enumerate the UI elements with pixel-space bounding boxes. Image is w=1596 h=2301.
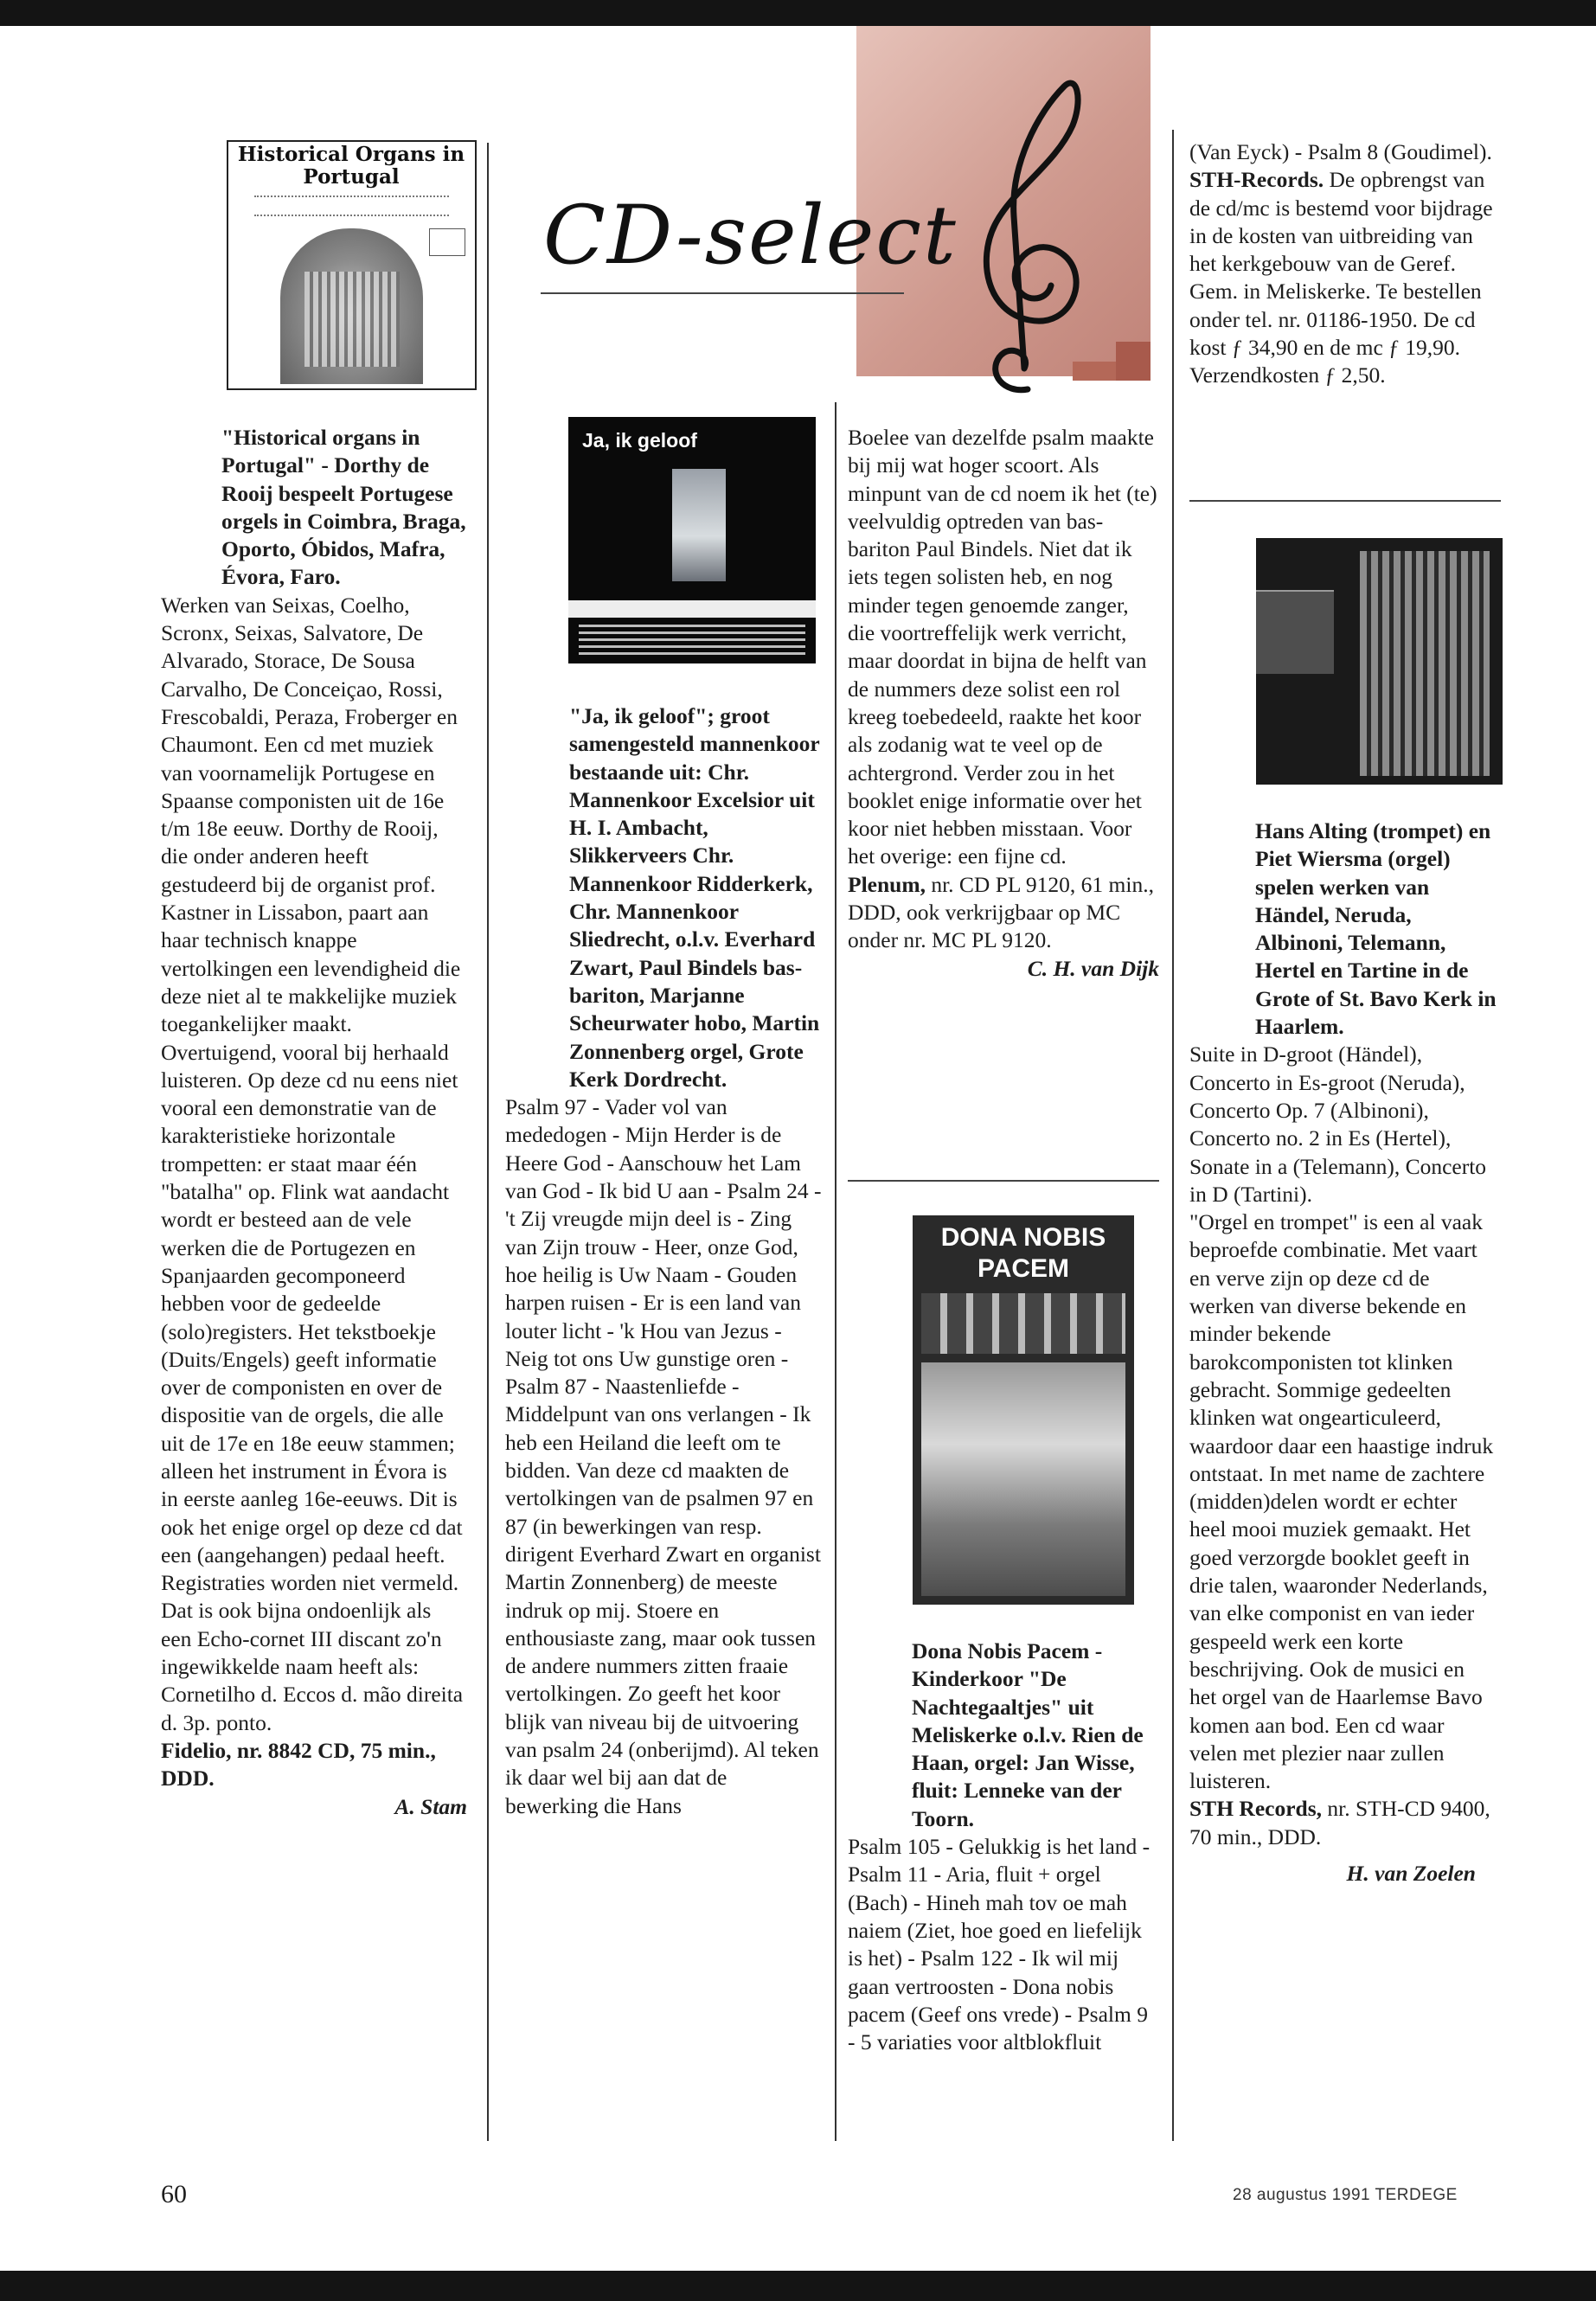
review-4-catalog-text: nr. STH-CD 9400, 70 min., DDD. bbox=[1189, 1796, 1490, 1849]
label-badge bbox=[429, 228, 465, 256]
review-2-signature: C. H. van Dijk bbox=[1027, 955, 1159, 981]
review-4-heading: Hans Alting (trompet) en Piet Wiersma (orgel) spelen werken van Händel, Neruda, Albinoni, Telemann, Hertel en Tartine in de Grote of St. Bavo Kerk in Haarlem. bbox=[1255, 818, 1497, 1040]
top-border bbox=[0, 0, 1596, 26]
page-number: 60 bbox=[161, 2180, 187, 2208]
cover-title: Historical Organs in Portugal bbox=[237, 143, 465, 189]
review-3-separator bbox=[1189, 500, 1501, 502]
review-3-sales-text: De opbrengst van de cd/mc is bestemd voor bijdrage in de kosten van uitbreiding van het kerkgebouw van de Geref. Gem. in Meliskerke. Te bestellen onder tel. nr. 01186-1950. De cd kost ƒ 34,90 en de mc ƒ 19,90. Verzendkosten ƒ 2,50. bbox=[1189, 167, 1493, 388]
review-1-body: Werken van Seixas, Coelho, Scronx, Seixas, Salvatore, De Alvarado, Storace, De Sousa Carvalho, De Conceiçao, Rossi, Frescobaldi, Peraza, Froberger en Chaumont. Een cd met muziek van voornamelijk Portugese en Spaanse componisten uit de 16e t/m 18e eeuw. Dorthy de Rooij, die onder anderen heeft gestudeerd bij de organist prof. Kastner in Lissabon, paart aan haar technisch knappe vertolkingen een levendigheid die deze niet al te makkelijke muziek toegankelijker maakt. Overtuigend, vooral bij herhaald luisteren. Op deze cd nu eens niet vooral een demonstratie van de karakteristieke horizontale trompetten: er staat maar één "batalha" op. Flink wat aandacht wordt er besteed aan de vele werken die de Portugezen en Spanjaarden gecomponeerd hebben voor de gedeelde (solo)registers. Het tekstboekje (Duits/Engels) geeft informatie over de componisten en over de dispositie van de orgels, die alle uit de 17e en 18e eeuw stammen; alleen het instrument in Évora is in eerste aanleg 16e-eeuws. Dit is ook het enige orgel op deze cd dat een (aangehangen) pedaal heeft. Registraties worden niet vermeld. Dat is ook bijna ondoenlijk als een Echo-cornet III discant zo'n ingewikkelde naam heeft als: Cornetilho d. Eccos d. mão direita d. 3p. ponto. bbox=[161, 592, 464, 1735]
header-accent-block bbox=[1116, 342, 1151, 381]
review-2-separator bbox=[848, 1180, 1159, 1182]
page-title: CD-select bbox=[543, 189, 958, 283]
review-1-heading: "Historical organs in Portugal" - Dorthy de Rooij bespeelt Portugese orgels in Coimbra, Braga, Oporto, Óbidos, Mafra, Évora, Faro. bbox=[221, 425, 466, 590]
column-3-bottom bbox=[848, 1638, 1159, 2056]
church-tower-photo bbox=[672, 469, 726, 581]
review-1-signature: A. Stam bbox=[394, 1793, 467, 1819]
organ-case-photo bbox=[921, 1293, 1125, 1354]
treble-clef-icon bbox=[934, 61, 1116, 398]
column-2 bbox=[505, 702, 822, 1820]
column-rule-3 bbox=[1172, 130, 1174, 2141]
cover-subtitle-lines bbox=[254, 195, 449, 216]
review-2-label: Plenum, bbox=[848, 871, 926, 897]
title-underline bbox=[541, 292, 904, 294]
review-4-body: "Orgel en trompet" is een al vaak beproefde combinatie. Met vaart en verve zijn op deze cd de werken van diverse bekende en minder bekende barokcomponisten tot klinken gebracht. Sommige gedeelten klinken wat ongearticuleerd, waardoor daar een haastige indruk ontstaat. In met name de zachtere (midden)delen wordt er echter heel mooi muziek gemaakt. Het goed verzorgde booklet geeft in drie talen, waaronder Nederlands, van elke componist en van ieder gespeeld werk een korte beschrijving. Ook de musici en het orgel van de Haarlemse Bavo komen aan bod. Een cd waar velen met plezier naar zullen luisteren. bbox=[1189, 1209, 1494, 1794]
issue-footer: 28 augustus 1991 TERDEGE bbox=[1233, 2186, 1458, 2204]
review-2-catalog-text: nr. CD PL 9120, 61 min., DDD, ook verkrijgbaar op MC onder nr. MC PL 9120. bbox=[848, 871, 1154, 953]
cover-label-block bbox=[1256, 590, 1334, 674]
review-4-signature: H. van Zoelen bbox=[1346, 1860, 1476, 1886]
review-2-catalog bbox=[848, 871, 1159, 955]
cover-tracklist bbox=[579, 625, 805, 656]
cd-cover-historical-organs bbox=[227, 140, 477, 390]
column-3-top bbox=[848, 424, 1159, 983]
review-3-label: STH-Records. bbox=[1189, 167, 1324, 193]
review-4-label: STH Records, bbox=[1189, 1796, 1322, 1822]
cd-cover-dona-nobis-pacem bbox=[913, 1215, 1134, 1605]
column-1 bbox=[161, 424, 467, 1821]
review-2-body-cont: Boelee van dezelfde psalm maakte bij mij wat hoger scoort. Als minpunt van de cd noem ik het (te) veelvuldig optreden van bas-bariton Paul Bindels. Niet dat ik iets tegen solisten heb, en nog minder tegen genoemde zanger, die voortreffelijk werk verricht, maar doordat in bijna de helft van de nummers deze solist een rol kreeg toebedeeld, raakte het koor als zodanig wat te veel op de achtergrond. Verder zou in het booklet enige informatie over het koor niet hebben misstaan. Voor het overige: een fijne cd. bbox=[848, 425, 1157, 869]
cover-text: Ja, ik geloof bbox=[582, 429, 697, 452]
bottom-border bbox=[0, 2271, 1596, 2301]
review-4-catalog bbox=[1189, 1795, 1497, 1851]
review-3-body-cont: (Van Eyck) - Psalm 8 (Goudimel). bbox=[1189, 139, 1492, 164]
column-rule-1 bbox=[487, 143, 489, 2141]
organ-photo bbox=[1360, 551, 1490, 776]
review-3-sales-info bbox=[1189, 166, 1497, 389]
cover-text: DONA NOBIS PACEM bbox=[940, 1223, 1106, 1283]
column-4-top bbox=[1189, 138, 1497, 390]
review-2-body: Psalm 97 - Vader vol van mededogen - Mijn Herder is de Heere God - Aanschouw het Lam van God - Ik bid U aan - Psalm 24 - 't Zij vreugde mijn deel is - Zing van Zijn trouw - Heer, onze God, hoe heilig is Uw Naam - Gouden harpen ruisen - Er is een land van louter licht - 'k Hou van Jezus - Neig tot ons Uw gunstige oren - Psalm 87 - Naastenliefde - Middelpunt van ons verlangen - Ik heb een Heiland die leeft om te bidden. Van deze cd maakten de vertolkingen van de psalmen 97 en 87 (in bewerkingen van resp. dirigent Everhard Zwart en organist Martin Zonnenberg) de meeste indruk op mij. Stoere en enthousiaste zang, maar ook tussen de andere nummers zitten fraaie vertolkingen. Zo geeft het koor blijk van niveau bij de uitvoering van psalm 24 (onberijmd). Al teken ik daar wel bij aan dat de bewerking die Hans bbox=[505, 1094, 822, 1818]
review-3-heading: Dona Nobis Pacem - Kinderkoor "De Nachtegaaltjes" uit Meliskerke o.l.v. Rien de Haan, orgel: Jan Wisse, fluit: Lenneke van der Toorn. bbox=[912, 1638, 1144, 1831]
cd-cover-ja-ik-geloof bbox=[568, 417, 816, 663]
cd-cover-orgel-en-trompet bbox=[1256, 538, 1503, 785]
choir-photo bbox=[921, 1362, 1125, 1596]
column-rule-2 bbox=[835, 402, 836, 2141]
review-1-catalog: Fidelio, nr. 8842 CD, 75 min., DDD. bbox=[161, 1737, 436, 1791]
review-4-works: Suite in D-groot (Händel), Concerto in Es-groot (Neruda), Concerto Op. 7 (Albinoni), Concerto no. 2 in Es (Hertel), Sonate in a (Telemann), Concerto in D (Tartini). bbox=[1189, 1042, 1487, 1207]
organ-pipes bbox=[304, 272, 400, 367]
review-2-heading: "Ja, ik geloof"; groot samengesteld mannenkoor bestaande uit: Chr. Mannenkoor Excelsior uit H. I. Ambacht, Slikkerveers Chr. Mannenkoor Ridderkerk, Chr. Mannenkoor Sliedrecht, o.l.v. Everhard Zwart, Paul Bindels bas-bariton, Marjanne Scheurwater hobo, Martin Zonnenberg orgel, Grote Kerk Dordrecht. bbox=[569, 703, 820, 1092]
cover-info-strip bbox=[568, 600, 816, 618]
review-3-body: Psalm 105 - Gelukkig is het land - Psalm 11 - Aria, fluit + orgel (Bach) - Hineh mah tov oe mah naiem (Ziet, hoe goed en liefelijk is het) - Psalm 122 - Ik wil mij gaan vertroosten - Dona nobis pacem (Geef ons vrede) - Psalm 9 - 5 variaties voor altblokfluit bbox=[848, 1834, 1151, 2055]
column-4-bottom bbox=[1189, 817, 1497, 1888]
